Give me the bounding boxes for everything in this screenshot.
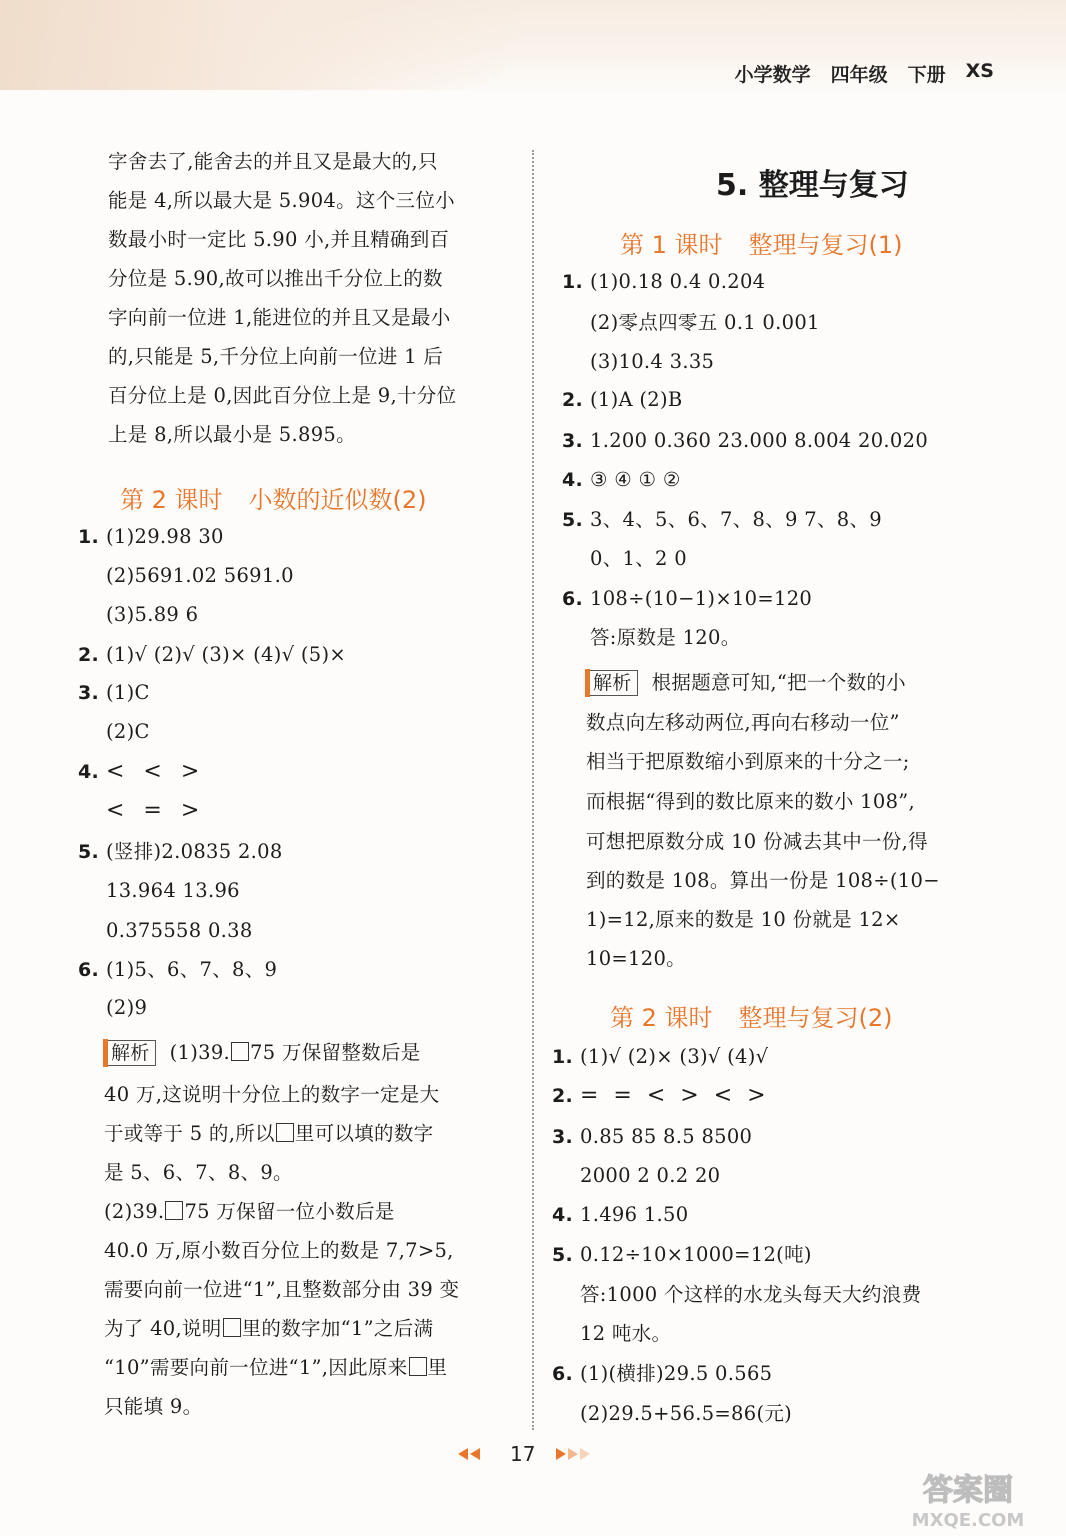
analysis-text: 里可以填的数字	[294, 1122, 434, 1145]
lesson-label: 第 1 课时	[620, 231, 723, 259]
text-line: 的,只能是 5,千分位上向前一位进 1 后	[108, 345, 444, 368]
answer-row	[78, 681, 150, 705]
analysis-line: 数点向左移动两位,再向右移动一位”	[586, 711, 900, 734]
answer-text: < = >	[106, 798, 206, 823]
watermark-text-top: 答案圈	[923, 1473, 1013, 1508]
text-line: 上是 8,所以最小是 5.895。	[108, 423, 356, 446]
question-number: 1.	[552, 1046, 574, 1068]
analysis-text: 里	[427, 1356, 448, 1379]
lesson-name: 小数的近似数(2)	[248, 486, 427, 514]
analysis-line: 1)=12,原来的数是 10 份就是 12×	[586, 908, 901, 931]
arrow-right-icon	[580, 1448, 590, 1460]
analysis-line: 是 5、6、7、8、9。	[104, 1161, 293, 1184]
question-number: 6.	[562, 588, 584, 610]
answer-row	[552, 1283, 921, 1307]
answer-row	[78, 996, 147, 1020]
answer-row	[552, 1362, 772, 1386]
answer-text: 108÷(10−1)×10=120	[590, 587, 813, 610]
analysis-text: (1)39.	[169, 1041, 231, 1064]
analysis-line: 需要向前一位进“1”,且整数部分由 39 变	[104, 1278, 460, 1301]
section-title: 5. 整理与复习	[716, 168, 909, 203]
blank-box	[276, 1123, 294, 1142]
page-number: 17	[510, 1442, 536, 1466]
next-page-icon	[556, 1448, 590, 1460]
answer-row	[78, 799, 205, 823]
lesson-heading	[610, 998, 893, 1033]
question-number: 5.	[552, 1244, 574, 1266]
answer-text: 0.375558 0.38	[106, 919, 253, 942]
blank-box	[223, 1318, 241, 1337]
text-line: 百分位上是 0,因此百分位上是 9,十分位	[108, 384, 457, 407]
question-number: 3.	[78, 682, 100, 704]
question-number: 3.	[552, 1126, 574, 1148]
analysis-line: 到的数是 108。算出一份是 108÷(10−	[586, 869, 940, 892]
lesson-heading	[620, 225, 903, 260]
answer-text: (1)0.18 0.4 0.204	[590, 270, 766, 293]
answer-text: (2)9	[106, 996, 148, 1019]
analysis-text: 为了 40,说明	[104, 1317, 222, 1340]
blank-box	[409, 1357, 427, 1376]
analysis-line: 相当于把原数缩小到原来的十分之一;	[586, 750, 910, 773]
answer-text: < < >	[106, 759, 206, 784]
answer-row	[78, 603, 198, 627]
watermark-logo	[880, 1470, 1056, 1530]
book-info	[735, 60, 994, 87]
lesson-label: 第 2 课时	[610, 1004, 713, 1032]
question-number: 1.	[562, 271, 584, 293]
answer-text: 1.200 0.360 23.000 8.004 20.020	[590, 429, 929, 452]
volume: 下册	[907, 64, 946, 86]
answer-text: 0.12÷10×1000=12(吨)	[580, 1243, 812, 1266]
text-line: 分位是 5.90,故可以推出千分位上的数	[108, 267, 443, 290]
text-line: 字向前一位进 1,能进位的并且又是最小	[108, 306, 451, 329]
analysis-line	[586, 670, 906, 696]
answer-row	[78, 525, 224, 549]
analysis-tag: 解析	[104, 1040, 156, 1066]
question-number: 4.	[562, 469, 584, 491]
analysis-line: 10=120。	[586, 947, 686, 970]
blank-box	[231, 1042, 249, 1061]
grade: 四年级	[830, 64, 888, 86]
answer-text: 0.85 85 8.5 8500	[580, 1125, 753, 1148]
analysis-text: 于或等于 5 的,所以	[104, 1122, 275, 1145]
answer-row	[552, 1402, 792, 1426]
answer-text: (1)5、6、7、8、9	[106, 958, 278, 981]
question-number: 4.	[78, 761, 100, 783]
subject: 小学数学	[734, 64, 811, 86]
answer-text: (2)5691.02 5691.0	[106, 564, 294, 587]
text-line: 字舍去了,能舍去的并且又是最大的,只	[108, 150, 438, 173]
answer-row	[78, 919, 253, 943]
answer-row	[562, 547, 687, 571]
analysis-line: 40 万,这说明十分位上的数字一定是大	[104, 1083, 440, 1106]
blank-box	[165, 1201, 183, 1220]
answer-row	[562, 429, 928, 453]
answer-row	[562, 388, 683, 412]
answer-text: 答:1000 个这样的水龙头每天大约浪费	[580, 1283, 922, 1306]
answer-text: 0、1、2 0	[590, 547, 687, 570]
answer-text: (3)10.4 3.35	[590, 350, 715, 373]
answer-row	[78, 643, 346, 667]
answer-row	[562, 311, 820, 335]
question-number: 2.	[562, 389, 584, 411]
answer-text: ③ ④ ① ②	[590, 468, 681, 491]
answer-row	[552, 1084, 770, 1108]
answer-row	[78, 879, 240, 903]
analysis-line	[104, 1200, 395, 1224]
answer-text: (1)29.98 30	[106, 525, 224, 548]
arrow-left-icon	[458, 1448, 468, 1460]
analysis-line: 可想把原数分成 10 份减去其中一份,得	[586, 830, 928, 853]
text-line: 能是 4,所以最大是 5.904。这个三位小	[108, 189, 455, 212]
answer-text: (3)5.89 6	[106, 603, 199, 626]
question-number: 3.	[562, 430, 584, 452]
question-number: 6.	[78, 959, 100, 981]
answer-row	[562, 626, 741, 650]
arrow-left-icon	[470, 1448, 480, 1460]
answer-row	[562, 468, 681, 492]
answer-row	[78, 720, 150, 744]
analysis-text: 75 万保留整数后是	[250, 1041, 421, 1064]
answer-text: 12 吨水。	[580, 1322, 672, 1345]
column-divider	[532, 150, 534, 1430]
answer-row	[552, 1164, 720, 1188]
answer-row	[552, 1203, 688, 1227]
answer-text: = = < > < >	[580, 1083, 770, 1108]
analysis-tag: 解析	[586, 670, 638, 696]
answer-row	[562, 270, 765, 294]
answer-text: (1)C	[106, 681, 150, 704]
arrow-right-icon	[568, 1448, 578, 1460]
answer-row	[552, 1243, 812, 1267]
answer-text: 13.964 13.96	[106, 879, 240, 902]
answer-text: (1)A (2)B	[590, 388, 683, 411]
analysis-text: 根据题意可知,“把一个数的小	[651, 671, 906, 694]
answer-text: (2)C	[106, 720, 150, 743]
question-number: 2.	[552, 1085, 574, 1107]
lesson-name: 整理与复习(1)	[748, 231, 903, 259]
arrow-right-icon	[556, 1448, 566, 1460]
analysis-line	[104, 1122, 433, 1146]
answer-row	[552, 1045, 768, 1069]
watermark-text-bottom: MXQE.COM	[911, 1510, 1025, 1530]
analysis-text: 里的数字加“1”之后满	[241, 1317, 434, 1340]
answer-text: (1)√ (2)√ (3)× (4)√ (5)×	[106, 643, 347, 666]
answer-text: (1)√ (2)× (3)√ (4)√	[580, 1045, 769, 1068]
question-number: 6.	[552, 1363, 574, 1385]
question-number: 2.	[78, 644, 100, 666]
answer-text: (竖排)2.0835 2.08	[106, 840, 283, 863]
answer-text: 1.496 1.50	[580, 1203, 689, 1226]
lesson-heading	[120, 480, 427, 515]
analysis-line	[104, 1317, 433, 1341]
answer-row	[552, 1125, 752, 1149]
answer-row	[78, 840, 283, 864]
answer-row	[78, 958, 277, 982]
question-number: 5.	[78, 841, 100, 863]
question-number: 5.	[562, 509, 584, 531]
answer-text: (2)零点四零五 0.1 0.001	[590, 311, 820, 334]
edition: XS	[965, 60, 994, 82]
answer-row	[562, 587, 812, 611]
answer-row	[78, 760, 205, 784]
answer-row	[562, 508, 882, 532]
analysis-line: 40.0 万,原小数百分位上的数是 7,7>5,	[104, 1239, 454, 1262]
answer-row	[552, 1322, 671, 1346]
lesson-name: 整理与复习(2)	[738, 1004, 893, 1032]
answer-row	[78, 564, 294, 588]
question-number: 1.	[78, 526, 100, 548]
answer-text: 答:原数是 120。	[590, 626, 741, 649]
prev-page-icon	[458, 1448, 480, 1460]
lesson-label: 第 2 课时	[120, 486, 223, 514]
analysis-line: 只能填 9。	[104, 1395, 203, 1418]
analysis-line: 而根据“得到的数比原来的数小 108”,	[586, 790, 916, 813]
answer-text: (1)(横排)29.5 0.565	[580, 1362, 773, 1385]
text-line: 数最小时一定比 5.90 小,并且精确到百	[108, 228, 450, 251]
answer-row	[562, 350, 714, 374]
analysis-text: 75 万保留一位小数后是	[184, 1200, 395, 1223]
answer-text: (2)29.5+56.5=86(元)	[580, 1402, 793, 1425]
answer-text: 2000 2 0.2 20	[580, 1164, 721, 1187]
question-number: 4.	[552, 1204, 574, 1226]
analysis-text: “10”需要向前一位进“1”,因此原来	[104, 1356, 408, 1379]
analysis-line	[104, 1356, 447, 1380]
analysis-line	[104, 1040, 421, 1066]
analysis-text: (2)39.	[104, 1200, 165, 1223]
answer-text: 3、4、5、6、7、8、9 7、8、9	[590, 508, 882, 531]
